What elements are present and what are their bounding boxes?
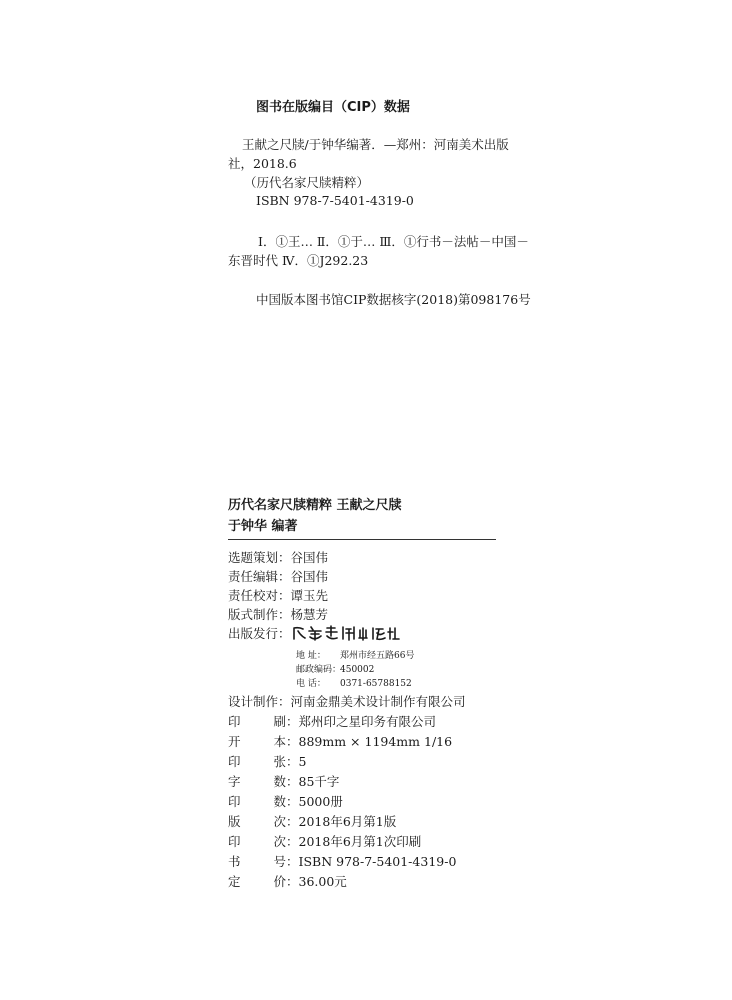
spec-label: 设计制作： — [228, 694, 291, 709]
cip-isbn-line: ISBN 978-7-5401-4319-0 — [256, 193, 414, 208]
credit-value: 杨慧芳 — [290, 607, 329, 622]
phone-row — [296, 676, 412, 689]
cip-series-line: （历代名家尺牍精粹） — [244, 175, 370, 190]
spec-value: 2018年6月第1次印刷 — [298, 834, 422, 849]
spec-row: 书 号 ：ISBN 978-7-5401-4319-0 — [228, 854, 457, 869]
spec-row — [228, 692, 466, 710]
cip-classification-line: 东晋时代 Ⅳ．①J292.23 — [228, 253, 369, 268]
phone-label: 电 话： — [296, 679, 326, 689]
divider-rule — [228, 539, 496, 540]
credit-row — [228, 586, 328, 604]
spec-value: 5 — [298, 754, 307, 769]
cip-classification-line: Ⅰ．①王… Ⅱ．①于… Ⅲ．①行书－法帖－中国－ — [258, 234, 529, 249]
credit-label: 版式制作： — [228, 607, 291, 622]
cip-heading: 图书在版编目（CIP）数据 — [256, 100, 410, 115]
credit-label: 选题策划： — [228, 550, 291, 565]
phone-value: 0371-65788152 — [340, 679, 412, 689]
spec-value: 2018年6月第1版 — [298, 814, 397, 829]
spec-label: 印 数 — [228, 794, 286, 809]
spec-row: 定 价 ：36.00元 — [228, 874, 347, 889]
credit-value: 谷国伟 — [290, 550, 329, 565]
postcode-row — [296, 662, 374, 675]
credit-row — [228, 624, 401, 645]
spec-label: 印 张 — [228, 754, 286, 769]
spec-value: 郑州印之星印务有限公司 — [298, 714, 437, 729]
postcode-value: 450002 — [340, 665, 375, 675]
publisher-logo — [291, 624, 401, 645]
book-title: 历代名家尺牍精粹 王献之尺牍 — [228, 498, 402, 513]
cip-entry-line: 王献之尺牍/于钟华编著．—郑州：河南美术出版 — [242, 137, 509, 152]
spec-row: 印 刷 ：郑州印之星印务有限公司 — [228, 714, 437, 729]
spec-label: 印 刷 — [228, 714, 286, 729]
credit-value: 谷国伟 — [290, 569, 329, 584]
cip-record-number: 中国版本图书馆CIP数据核字(2018)第098176号 — [256, 292, 531, 307]
spec-row: 印 数 ：5000册 — [228, 794, 343, 809]
spec-value: 85千字 — [298, 774, 340, 789]
spec-value: 5000册 — [298, 794, 343, 809]
spec-label: 字 数 — [228, 774, 286, 789]
credit-row — [228, 548, 328, 566]
spec-label: 印 次 — [228, 834, 286, 849]
credit-row — [228, 605, 328, 623]
spec-row: 字 数 ：85千字 — [228, 774, 340, 789]
credit-label: 责任编辑： — [228, 569, 291, 584]
spec-value: 889mm × 1194mm 1/16 — [298, 734, 453, 749]
address-label: 地 址： — [296, 651, 326, 661]
credit-label: 出版发行： — [228, 626, 291, 641]
spec-value: ISBN 978-7-5401-4319-0 — [298, 854, 457, 869]
credit-value: 谭玉先 — [290, 588, 329, 603]
spec-value: 36.00元 — [298, 874, 347, 889]
credit-row — [228, 567, 328, 585]
spec-label: 版 次 — [228, 814, 286, 829]
postcode-label: 邮政编码： — [296, 665, 342, 675]
spec-row: 印 张 ：5 — [228, 754, 307, 769]
spec-row: 开 本 ：889mm × 1194mm 1/16 — [228, 734, 453, 749]
spec-row: 版 次 ：2018年6月第1版 — [228, 814, 397, 829]
credit-label: 责任校对： — [228, 588, 291, 603]
book-author: 于钟华 编著 — [228, 519, 298, 534]
cip-entry-line: 社，2018.6 — [228, 156, 297, 171]
address-value: 郑州市经五路66号 — [340, 651, 415, 661]
spec-label: 开 本 — [228, 734, 286, 749]
spec-label: 定 价 — [228, 874, 286, 889]
address-row — [296, 648, 414, 661]
spec-row: 印 次 ：2018年6月第1次印刷 — [228, 834, 422, 849]
spec-value: 河南金鼎美术设计制作有限公司 — [290, 694, 466, 709]
spec-label: 书 号 — [228, 854, 286, 869]
